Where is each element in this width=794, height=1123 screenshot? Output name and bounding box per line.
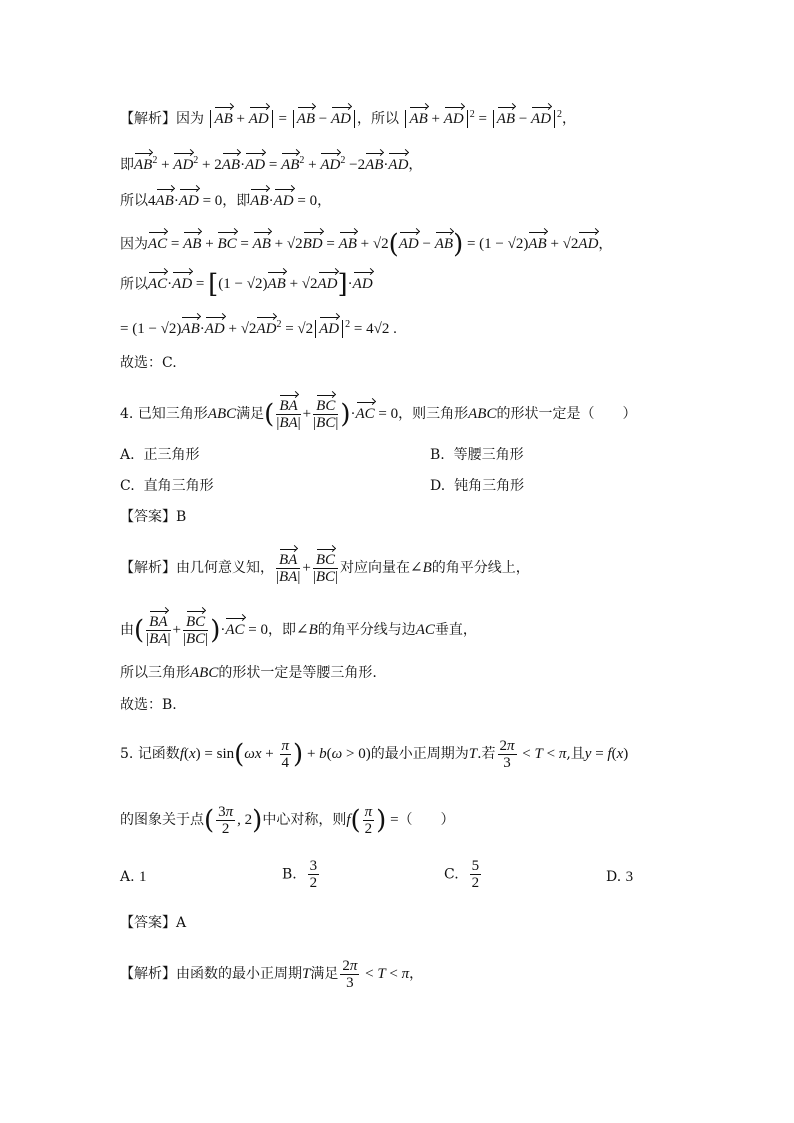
q5-answer: 【答案】A	[120, 915, 187, 931]
solution-conclusion: 故选：C.	[120, 355, 177, 371]
q4-solution-line-2: 由( $\frac{BA}{|BA|}$ + $\frac{BC}{|BC|}$ )·AC = 0，即∠B的角平分线与边AC垂直，	[120, 614, 477, 647]
q4-solution-line-3: 所以三角形ABC的形状一定是等腰三角形.	[120, 665, 377, 681]
solution-line-6: = $(1 - √2)AB\cdot AD + √2AD^2 = √2$ AD $^2$ = 4√2 .	[120, 319, 397, 337]
q4-conclusion: 故选：B.	[120, 697, 177, 713]
q5-option-b[interactable]: B. $\frac{3}{2}$	[282, 858, 318, 891]
solution-line-4: 因为AC = AB + BC = AB + √2BD = AB + √2(AD − AB) = (1 − √2)AB + √2AD，	[120, 230, 613, 260]
q5-option-d[interactable]: D. 3	[606, 869, 634, 885]
q5-option-a[interactable]: A. 1	[120, 869, 147, 885]
solution-line-3: 所以4AB·AD = 0，即AB·AD = 0，	[120, 193, 332, 209]
q4-solution-line-1: 【解析】由几何意义知， $\frac{BA}{|BA|}$ + $\frac{BC}{|BC|}$ 对应向量在∠B的角平分线上，	[120, 552, 530, 585]
q4-option-d[interactable]: D. 钝角三角形	[430, 478, 525, 494]
q5-solution-line-1: 【解析】由函数的最小正周期T满足 $\frac{2\pi}{3}$ < T < π，	[120, 958, 424, 991]
question-4-stem: 4. 已知三角形ABC满足( $\frac{BA}{|BA|}$ + $\frac{BC}{|BC|}$ )·AC = 0，则三角形ABC的形状一定是（ ）	[120, 398, 637, 431]
q4-option-a[interactable]: A. 正三角形	[120, 447, 200, 463]
q4-answer: 【答案】B	[120, 509, 187, 525]
solution-line-5: 所以AC·AD = [(1 − √2)AB + √2AD]·AD	[120, 270, 373, 300]
q4-option-c[interactable]: C. 直角三角形	[120, 478, 214, 494]
solution-line-2: 即$AB^2 + AD^2 + 2AB\cdot AD = AB^2 + AD^2 -2AB\cdot AD$，	[120, 155, 423, 173]
q5-option-c[interactable]: C. $\frac{5}{2}$	[444, 858, 480, 891]
question-5-stem-line-2: 的图象关于点( $\frac{3\pi}{2}$ , 2)中心对称，则f( $\frac{\pi}{2}$ ) =（ ）	[120, 804, 455, 837]
question-5-stem-line-1: 5. 记函数f(x) = sin(ωx + $\frac{\pi}{4}$ ) + b(ω > 0)的最小正周期为T.若 $\frac{2\pi}{3}$ < T < π,且y = f(x)	[120, 738, 629, 771]
q4-option-b[interactable]: B. 等腰三角形	[430, 447, 524, 463]
solution-line-1: 【解析】因为 AB + AD = AB − AD ，所以 AB + AD $^2$ = AB − AD $^2$，	[120, 109, 577, 127]
